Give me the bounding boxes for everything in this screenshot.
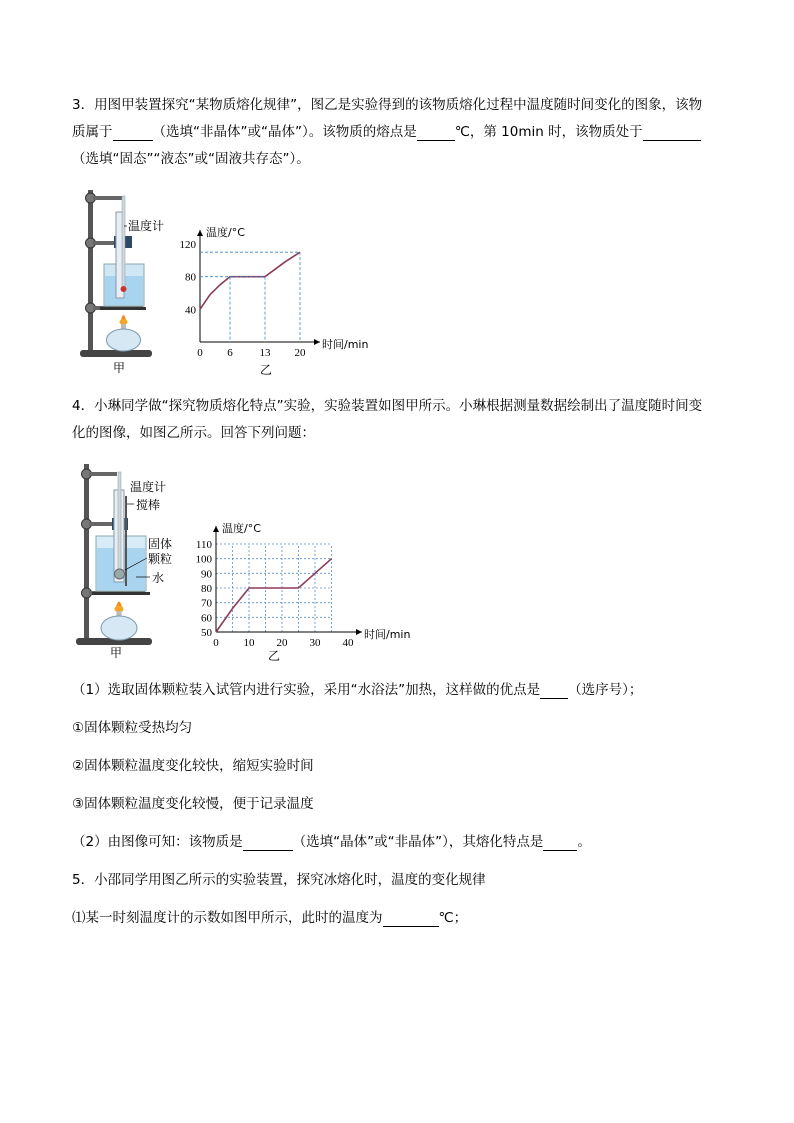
q5-sub1: [72, 909, 467, 927]
q4-sub2-a: （2）由图像可知：该物质是: [72, 834, 243, 850]
q4-sub2-b: （选填“晶体”或“非晶体”），其熔化特点是: [292, 834, 544, 850]
x-tick-label: 0: [213, 637, 219, 649]
q4-stirrer-label: 搅棒: [136, 498, 161, 512]
q3-thermometer-label: 温度计: [128, 219, 165, 233]
y-axis-arrow: [213, 526, 219, 532]
y-tick-label: 40: [185, 304, 196, 317]
q4-line1: 4．小琳同学做“探究物质熔化特点”实验，实验装置如图甲所示。小琳根据测量数据绘制出了温度随时间变: [72, 398, 703, 414]
q3-line2-a: 质属于: [72, 124, 113, 140]
q3-blank-3[interactable]: [643, 126, 701, 141]
q4-sub2: [72, 833, 591, 851]
x-tick-label: 40: [342, 637, 354, 649]
x-tick-label: 20: [294, 347, 306, 359]
x-tick-label: 0: [197, 347, 203, 359]
q4-solid-label-2: 颗粒: [148, 552, 173, 566]
x-tick-label: 20: [276, 637, 288, 649]
y-tick-label: 120: [179, 239, 196, 251]
q3-line2-b: （选填“非晶体”或“晶体”）。该物质的熔点是: [152, 124, 417, 140]
x-tick-label: 10: [243, 637, 255, 649]
y-axis-label: 温度/°C: [206, 226, 245, 239]
q4-sub1-a: （1）选取固体颗粒装入试管内进行实验，采用“水浴法”加热，这样做的优点是: [72, 682, 541, 698]
y-axis-arrow: [197, 230, 203, 236]
y-tick-label: 50: [201, 627, 212, 639]
q4-option-1: ①固体颗粒受热均匀: [72, 720, 193, 736]
series-line: [200, 252, 300, 309]
q4-blank-3[interactable]: [543, 836, 577, 851]
q3-line3: （选填“固态”“液态”或“固液共存态”）。: [72, 151, 310, 167]
q3-fig-right-label: 乙: [260, 363, 273, 377]
q4-fig-left-label: 甲: [110, 646, 123, 660]
q3-fig-left-label: 甲: [113, 361, 126, 374]
q4-solid-label-1: 固体: [148, 537, 173, 551]
x-axis-label: 时间/min: [322, 338, 369, 351]
q3-blank-1[interactable]: [113, 126, 153, 141]
y-axis-label: 温度/°C: [222, 522, 261, 535]
q4-water-label: 水: [152, 571, 165, 585]
q4-option-2: ②固体颗粒温度变化较快，缩短实验时间: [72, 758, 314, 774]
q3-line2: [72, 123, 701, 141]
y-tick-label: 90: [201, 568, 212, 581]
q4-sub2-c: 。: [577, 834, 591, 850]
x-axis-label: 时间/min: [364, 628, 411, 641]
x-axis-arrow: [314, 339, 320, 345]
q3-line1: 3．用图甲装置探究“某物质熔化规律”，图乙是实验得到的该物质熔化过程中温度随时间变化的图象，该物: [72, 97, 703, 113]
x-axis-arrow: [356, 629, 362, 635]
y-tick-label: 60: [201, 612, 212, 625]
q5-sub1-b: ℃；: [438, 910, 468, 926]
q4-chart: [192, 518, 416, 664]
x-tick-label: 13: [259, 347, 271, 359]
q4-blank-1[interactable]: [540, 684, 568, 699]
q3-chart: [170, 222, 380, 378]
series-line: [216, 559, 332, 632]
y-tick-label: 70: [201, 597, 212, 610]
q4-sub1: [72, 681, 642, 699]
q4-blank-2[interactable]: [243, 836, 293, 851]
q3-line2-c: ℃，第 10min 时，该物质处于: [454, 124, 643, 140]
q3-blank-2[interactable]: [417, 126, 455, 141]
q4-sub1-b: （选序号）；: [568, 682, 643, 698]
q5-sub1-a: ⑴某一时刻温度计的示数如图甲所示，此时的温度为: [72, 910, 383, 926]
q4-fig-right-label: 乙: [268, 649, 281, 663]
q4-thermometer-label: 温度计: [130, 480, 167, 494]
x-tick-label: 6: [227, 347, 233, 359]
x-tick-label: 30: [309, 637, 321, 649]
y-tick-label: 110: [195, 539, 212, 551]
q4-line2: 化的图像，如图乙所示。回答下列问题：: [72, 425, 315, 441]
q5-blank-1[interactable]: [383, 912, 439, 927]
q4-option-3: ③固体颗粒温度变化较慢，便于记录温度: [72, 796, 314, 812]
y-tick-label: 80: [185, 271, 196, 284]
q4-apparatus-figure: [70, 460, 188, 660]
q5-line1: 5．小邵同学用图乙所示的实验装置，探究冰熔化时，温度的变化规律: [72, 872, 486, 888]
y-tick-label: 100: [195, 553, 212, 566]
y-tick-label: 80: [201, 583, 212, 595]
